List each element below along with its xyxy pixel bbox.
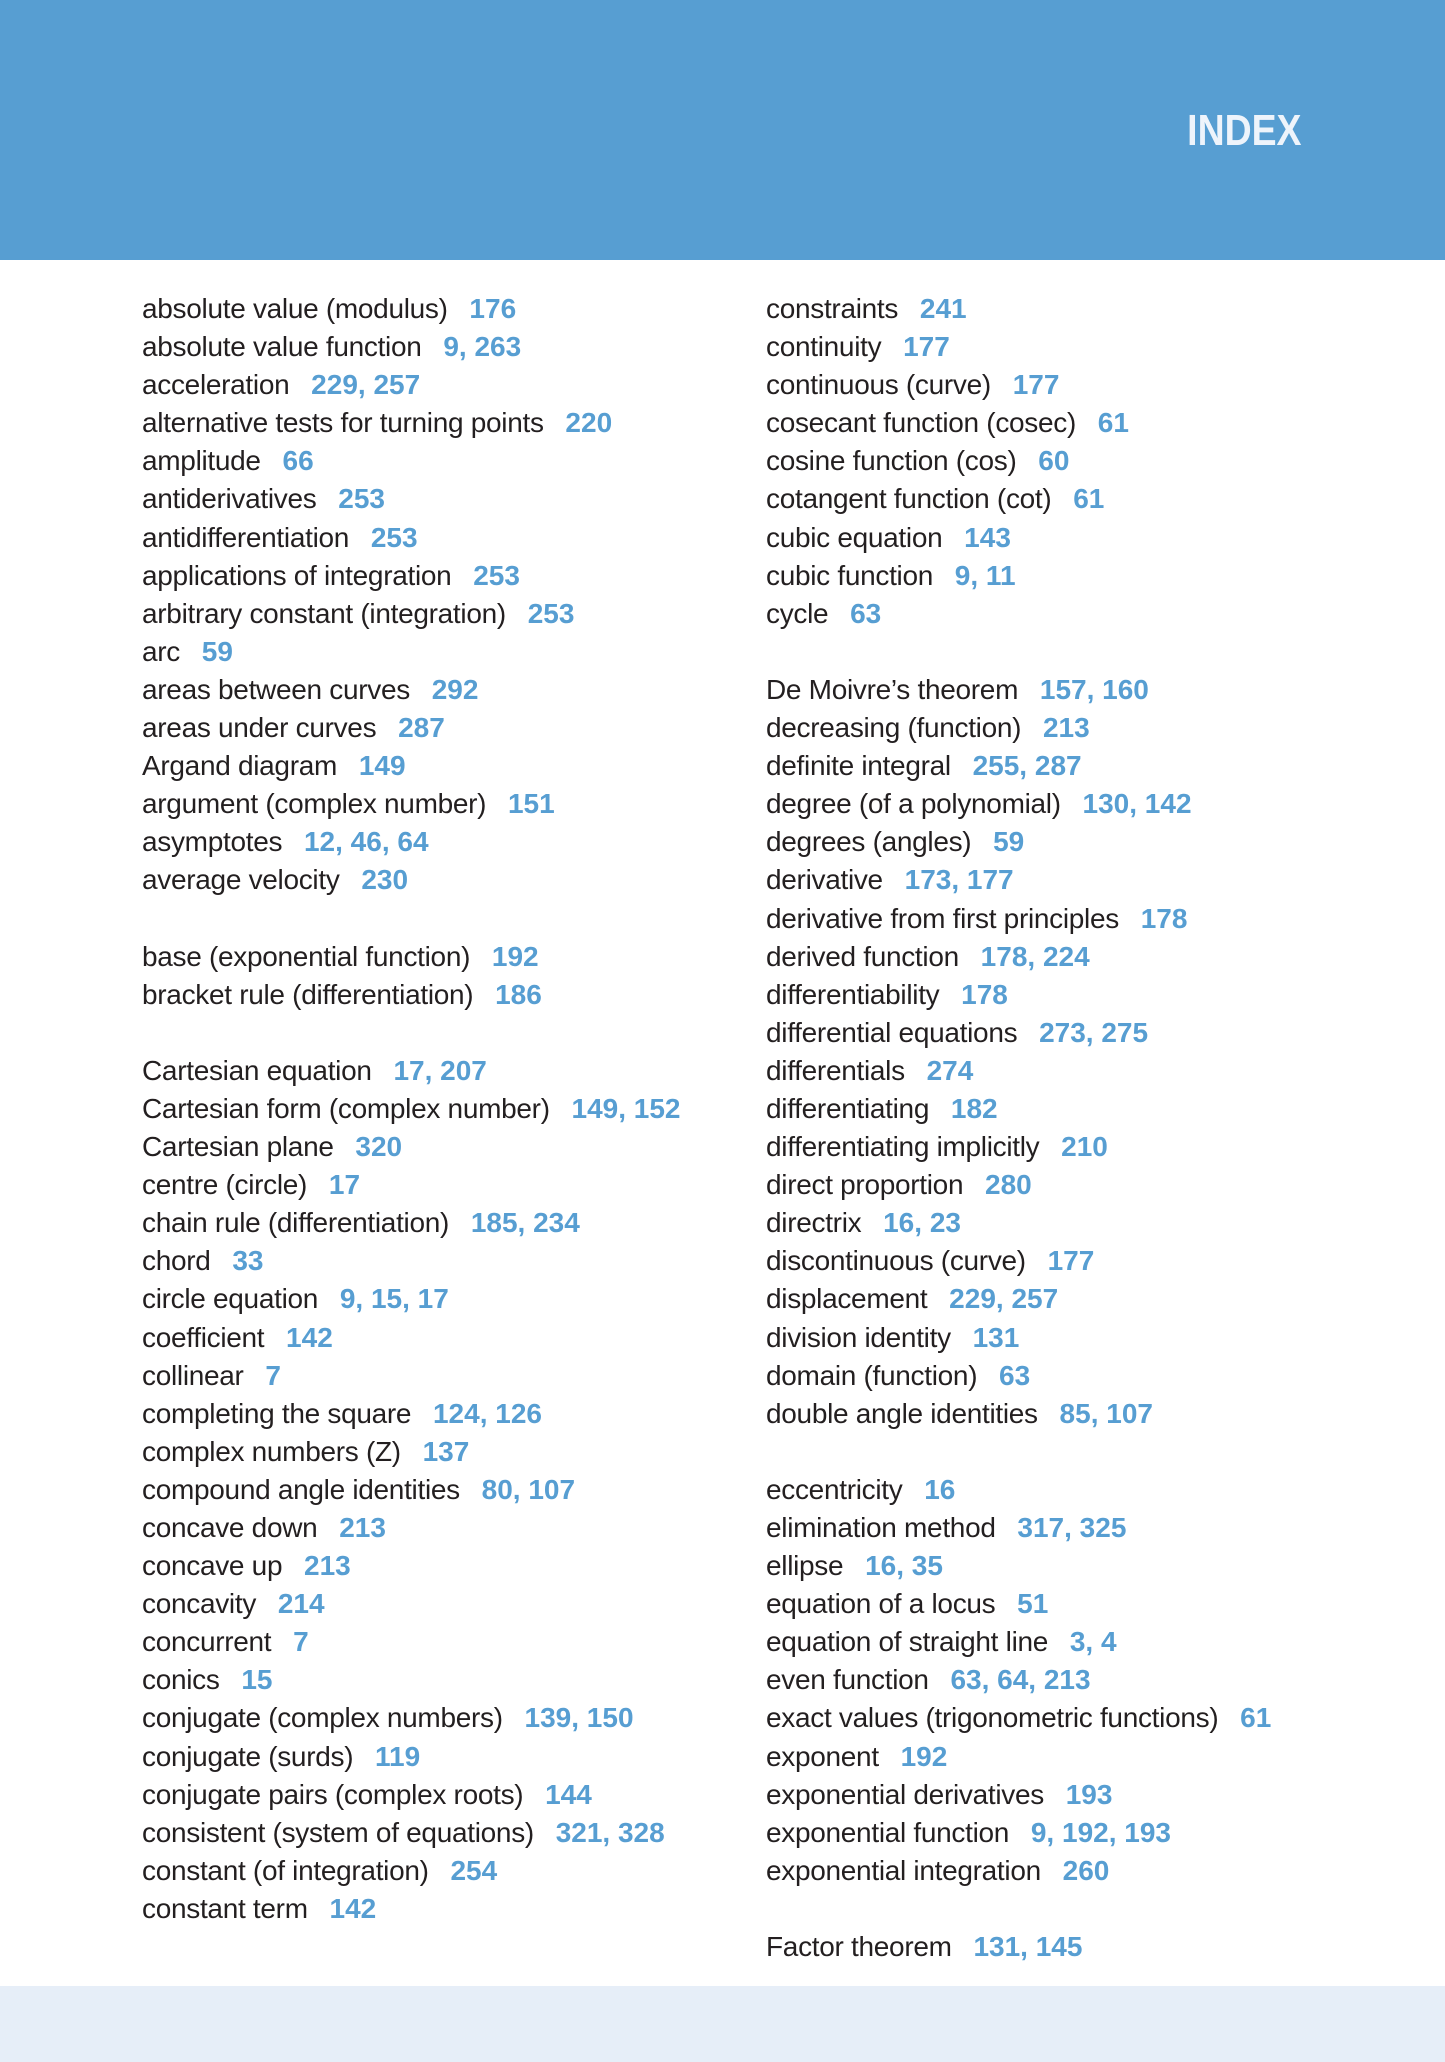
index-entry [766, 1699, 1406, 1737]
index-entry [142, 1699, 702, 1737]
index-page-numbers: 143 [964, 521, 1011, 553]
index-page-numbers: 229, 257 [949, 1283, 1059, 1315]
index-entry [766, 671, 1406, 709]
index-page-numbers: 59 [201, 635, 233, 667]
index-entry [766, 366, 1406, 404]
index-term: exact values (trigonometric functions) [766, 1702, 1219, 1734]
index-entry [766, 1471, 1406, 1509]
index-term: cubic function [766, 559, 934, 591]
index-entry [766, 1776, 1406, 1814]
index-page-numbers: 255, 287 [972, 750, 1082, 782]
index-term: coefficient [142, 1321, 265, 1353]
index-term: differential equations [766, 1016, 1018, 1048]
index-page-numbers: 193 [1065, 1778, 1113, 1810]
index-term: argument (complex number) [142, 788, 487, 820]
index-page-numbers: 63 [850, 597, 882, 629]
index-page-numbers: 213 [304, 1550, 351, 1582]
index-entry [766, 1395, 1406, 1433]
index-entry [766, 1661, 1406, 1699]
index-term: conjugate (surds) [142, 1740, 354, 1772]
index-entry [142, 1585, 702, 1623]
index-page-numbers: 320 [355, 1131, 403, 1163]
index-term: areas between curves [142, 673, 410, 705]
index-entry [766, 1814, 1406, 1852]
index-page-numbers: 149, 152 [571, 1092, 681, 1124]
index-term: cosine function (cos) [766, 445, 1017, 477]
index-entry [142, 671, 702, 709]
index-entry [766, 1738, 1406, 1776]
index-page-numbers: 229, 257 [311, 369, 421, 401]
index-entry [142, 1357, 702, 1395]
index-entry [766, 1623, 1406, 1661]
index-term: consistent (system of equations) [142, 1816, 534, 1848]
index-page-numbers: 9, 192, 193 [1030, 1816, 1171, 1848]
index-term: chain rule (differentiation) [142, 1207, 450, 1239]
index-page-numbers: 213 [339, 1512, 386, 1543]
index-entry [766, 1928, 1406, 1966]
index-entry [766, 1052, 1406, 1090]
index-entry [766, 557, 1406, 595]
index-page-numbers: 51 [1017, 1588, 1049, 1620]
index-entry [766, 1319, 1406, 1357]
page-title: INDEX [1186, 106, 1301, 155]
index-entry [766, 1357, 1406, 1395]
index-term: conjugate (complex numbers) [142, 1702, 503, 1734]
index-term: cubic equation [766, 521, 943, 553]
index-term: decreasing (function) [766, 712, 1022, 744]
index-term: cotangent function (cot) [766, 483, 1052, 515]
index-page-numbers: 16 [924, 1473, 956, 1505]
index-page-numbers: 177 [1012, 369, 1060, 401]
index-term: arbitrary constant (integration) [142, 597, 506, 629]
index-term: double angle identities [766, 1397, 1038, 1429]
index-term: elimination method [766, 1512, 996, 1543]
index-term: continuity [766, 331, 882, 363]
index-page-numbers: 16, 35 [865, 1550, 943, 1582]
index-entry [142, 1128, 702, 1166]
index-page-numbers: 253 [527, 597, 575, 629]
index-entry [142, 1433, 702, 1471]
index-page-numbers: 131, 145 [973, 1931, 1083, 1963]
index-page-numbers: 292 [431, 673, 479, 705]
index-term: chord [142, 1245, 211, 1277]
index-page-numbers: 61 [1097, 407, 1129, 439]
index-page-numbers: 151 [507, 788, 555, 820]
index-entry [766, 519, 1406, 557]
index-term: definite integral [766, 750, 951, 782]
index-entry [766, 1166, 1406, 1204]
index-entry [142, 1471, 702, 1509]
index-page-numbers: 9, 15, 17 [339, 1283, 449, 1315]
index-entry [142, 1661, 702, 1699]
index-term: directrix [766, 1207, 862, 1239]
index-entry [766, 1242, 1406, 1280]
index-page-numbers: 142 [286, 1321, 333, 1353]
index-page-numbers: 7 [265, 1359, 281, 1391]
index-term: cosecant function (cosec) [766, 407, 1076, 439]
index-term: eccentricity [766, 1473, 903, 1505]
index-entry [142, 328, 702, 366]
index-page-numbers: 137 [422, 1435, 470, 1467]
index-entry [142, 1090, 702, 1128]
index-page-numbers: 63 [999, 1359, 1031, 1391]
index-term: Argand diagram [142, 750, 338, 782]
index-page-numbers: 173, 177 [904, 864, 1014, 896]
index-entry [142, 1852, 702, 1890]
group-spacer [142, 900, 702, 938]
index-entry [142, 1319, 702, 1357]
index-page-numbers: 130, 142 [1082, 788, 1192, 820]
group-spacer [766, 1890, 1406, 1928]
index-entry [766, 823, 1406, 861]
index-term: concurrent [142, 1626, 272, 1658]
index-entry [142, 747, 702, 785]
index-entry [142, 633, 702, 671]
index-page-numbers: 273, 275 [1039, 1016, 1149, 1048]
index-entry [766, 938, 1406, 976]
index-page-numbers: 274 [926, 1054, 974, 1086]
index-page-numbers: 119 [375, 1740, 421, 1772]
index-term: degree (of a polynomial) [766, 788, 1061, 820]
index-entry [766, 976, 1406, 1014]
index-entry [142, 557, 702, 595]
index-page-numbers: 230 [361, 864, 409, 896]
index-term: direct proportion [766, 1169, 964, 1201]
index-term: constant term [142, 1892, 308, 1924]
index-entry [142, 480, 702, 518]
index-page-numbers: 12, 46, 64 [303, 826, 429, 858]
index-term: Cartesian form (complex number) [142, 1092, 550, 1124]
index-entry [766, 1014, 1406, 1052]
index-entry [142, 861, 702, 899]
index-term: conics [142, 1664, 220, 1696]
index-page-numbers: 61 [1073, 483, 1105, 515]
index-page-numbers: 176 [469, 293, 517, 324]
index-page-numbers: 85, 107 [1059, 1397, 1153, 1429]
index-term: concave up [142, 1550, 283, 1582]
index-entry [766, 1128, 1406, 1166]
index-term: asymptotes [142, 826, 283, 858]
index-entry [766, 785, 1406, 823]
index-term: alternative tests for turning points [142, 407, 544, 439]
index-term: cycle [766, 597, 829, 629]
index-term: exponential function [766, 1816, 1010, 1848]
index-term: differentiating [766, 1092, 930, 1124]
index-entry [142, 823, 702, 861]
index-entry [142, 1890, 702, 1928]
index-term: De Moivre’s theorem [766, 673, 1019, 705]
index-term: derived function [766, 940, 959, 972]
index-page-numbers: 63, 64, 213 [950, 1664, 1091, 1696]
index-entry [766, 861, 1406, 899]
index-page-numbers: 17 [328, 1169, 361, 1201]
index-entry [766, 328, 1406, 366]
index-page-numbers: 182 [950, 1092, 998, 1124]
group-spacer [766, 1433, 1406, 1471]
index-page-numbers: 213 [1042, 712, 1090, 744]
index-page-numbers: 149 [358, 750, 406, 782]
index-entry [142, 1204, 702, 1242]
index-term: even function [766, 1664, 929, 1696]
index-entry [766, 595, 1406, 633]
index-term: completing the square [142, 1397, 412, 1429]
index-entry [142, 290, 702, 328]
index-term: derivative from first principles [766, 902, 1119, 934]
index-term: differentiability [766, 978, 940, 1010]
index-page-numbers: 15 [241, 1664, 273, 1696]
index-page-numbers: 192 [491, 940, 539, 972]
index-term: differentials [766, 1054, 905, 1086]
index-entry [766, 1280, 1406, 1318]
index-page-numbers: 287 [398, 712, 445, 744]
index-page-numbers: 124, 126 [432, 1397, 542, 1429]
index-entry [766, 1585, 1406, 1623]
index-entry [766, 1204, 1406, 1242]
index-term: Factor theorem [766, 1931, 952, 1963]
index-term: arc [142, 635, 180, 667]
index-term: discontinuous (curve) [766, 1245, 1026, 1277]
index-column-right [766, 290, 1406, 1966]
index-term: absolute value function [142, 331, 422, 363]
index-entry [766, 404, 1406, 442]
index-page-numbers: 16, 23 [883, 1207, 961, 1239]
index-entry [142, 1776, 702, 1814]
index-entry [142, 938, 702, 976]
index-term: domain (function) [766, 1359, 978, 1391]
index-entry [766, 900, 1406, 938]
index-term: concavity [142, 1588, 257, 1620]
index-entry [142, 1814, 702, 1852]
index-page-numbers: 178, 224 [980, 940, 1090, 972]
index-page-numbers: 131 [972, 1321, 1020, 1353]
index-page-numbers: 17, 207 [393, 1054, 487, 1086]
index-page-numbers: 210 [1061, 1131, 1108, 1163]
index-entry [766, 290, 1406, 328]
group-spacer [766, 633, 1406, 671]
index-term: compound angle identities [142, 1473, 460, 1505]
index-term: exponential derivatives [766, 1778, 1044, 1810]
index-entry [142, 1166, 702, 1204]
index-entry [766, 1509, 1406, 1547]
index-term: division identity [766, 1321, 951, 1353]
index-term: amplitude [142, 445, 261, 477]
index-page-numbers: 220 [565, 407, 613, 439]
index-term: displacement [766, 1283, 928, 1315]
index-term: equation of a locus [766, 1588, 996, 1620]
index-term: concave down [142, 1512, 318, 1543]
index-entry [142, 1395, 702, 1433]
index-entry [142, 1242, 702, 1280]
index-page-numbers: 61 [1240, 1702, 1272, 1734]
group-spacer [142, 1014, 702, 1052]
index-page-numbers: 139, 150 [524, 1702, 634, 1734]
index-page-numbers: 3, 4 [1069, 1626, 1117, 1658]
index-column-left [142, 290, 702, 1928]
index-entry [766, 442, 1406, 480]
index-entry [142, 1623, 702, 1661]
index-page-numbers: 253 [338, 483, 385, 515]
index-term: complex numbers (Z) [142, 1435, 401, 1467]
index-term: antidifferentiation [142, 521, 350, 553]
index-term: applications of integration [142, 559, 452, 591]
index-term: continuous (curve) [766, 369, 991, 401]
index-page-numbers: 7 [293, 1626, 309, 1658]
index-page-numbers: 253 [370, 521, 418, 553]
index-page-numbers: 186 [495, 978, 542, 1010]
index-entry [142, 366, 702, 404]
index-page-numbers: 321, 328 [555, 1816, 665, 1848]
index-term: acceleration [142, 369, 290, 401]
index-entry [766, 1547, 1406, 1585]
index-term: ellipse [766, 1550, 844, 1582]
index-term: average velocity [142, 864, 340, 896]
index-entry [766, 709, 1406, 747]
index-term: absolute value (modulus) [142, 293, 448, 324]
index-page-numbers: 66 [282, 445, 314, 477]
index-term: constraints [766, 293, 899, 324]
index-term: collinear [142, 1359, 244, 1391]
index-term: conjugate pairs (complex roots) [142, 1778, 524, 1810]
index-page-numbers: 144 [545, 1778, 592, 1810]
index-term: degrees (angles) [766, 826, 972, 858]
index-term: areas under curves [142, 712, 377, 744]
index-entry [142, 404, 702, 442]
index-entry [142, 785, 702, 823]
index-entry [142, 1547, 702, 1585]
index-page-numbers: 177 [1047, 1245, 1095, 1277]
index-page-numbers: 33 [232, 1245, 264, 1277]
index-term: derivative [766, 864, 883, 896]
index-page-numbers: 253 [473, 559, 520, 591]
index-term: bracket rule (differentiation) [142, 978, 474, 1010]
index-entry [766, 480, 1406, 518]
index-entry [766, 1090, 1406, 1128]
index-entry [142, 442, 702, 480]
index-page-numbers: 9, 11 [954, 559, 1016, 591]
index-page-numbers: 254 [450, 1854, 498, 1886]
index-page-numbers: 280 [985, 1169, 1032, 1201]
index-term: antiderivatives [142, 483, 317, 515]
index-entry [142, 1738, 702, 1776]
index-entry [142, 976, 702, 1014]
index-term: base (exponential function) [142, 940, 471, 972]
index-page-numbers: 178 [961, 978, 1008, 1010]
index-entry [142, 709, 702, 747]
index-page-numbers: 241 [919, 293, 967, 324]
index-page-numbers: 9, 263 [443, 331, 522, 363]
index-page-numbers: 177 [903, 331, 950, 363]
index-term: differentiating implicitly [766, 1131, 1040, 1163]
index-term: Cartesian equation [142, 1054, 372, 1086]
index-entry [142, 595, 702, 633]
index-term: centre (circle) [142, 1169, 308, 1201]
index-term: exponential integration [766, 1854, 1041, 1886]
index-entry [766, 1852, 1406, 1890]
index-page-numbers: 157, 160 [1039, 673, 1149, 705]
footer-band [0, 1986, 1445, 2062]
index-entry [142, 1052, 702, 1090]
index-entry [142, 1509, 702, 1547]
index-page-numbers: 178 [1140, 902, 1188, 934]
index-page-numbers: 59 [993, 826, 1025, 858]
index-page-numbers: 214 [277, 1588, 325, 1620]
index-page-numbers: 192 [900, 1740, 948, 1772]
index-page-numbers: 80, 107 [481, 1473, 576, 1505]
index-term: Cartesian plane [142, 1131, 334, 1163]
index-page-numbers: 260 [1062, 1854, 1110, 1886]
index-entry [142, 519, 702, 557]
index-page-numbers: 317, 325 [1017, 1512, 1127, 1543]
index-term: circle equation [142, 1283, 319, 1315]
index-page-numbers: 142 [329, 1892, 377, 1924]
header-banner [0, 0, 1445, 260]
index-entry [142, 1280, 702, 1318]
index-term: equation of straight line [766, 1626, 1049, 1658]
index-entry [766, 747, 1406, 785]
index-term: constant (of integration) [142, 1854, 429, 1886]
index-page-numbers: 60 [1038, 445, 1070, 477]
index-term: exponent [766, 1740, 879, 1772]
index-page-numbers: 185, 234 [470, 1207, 580, 1239]
